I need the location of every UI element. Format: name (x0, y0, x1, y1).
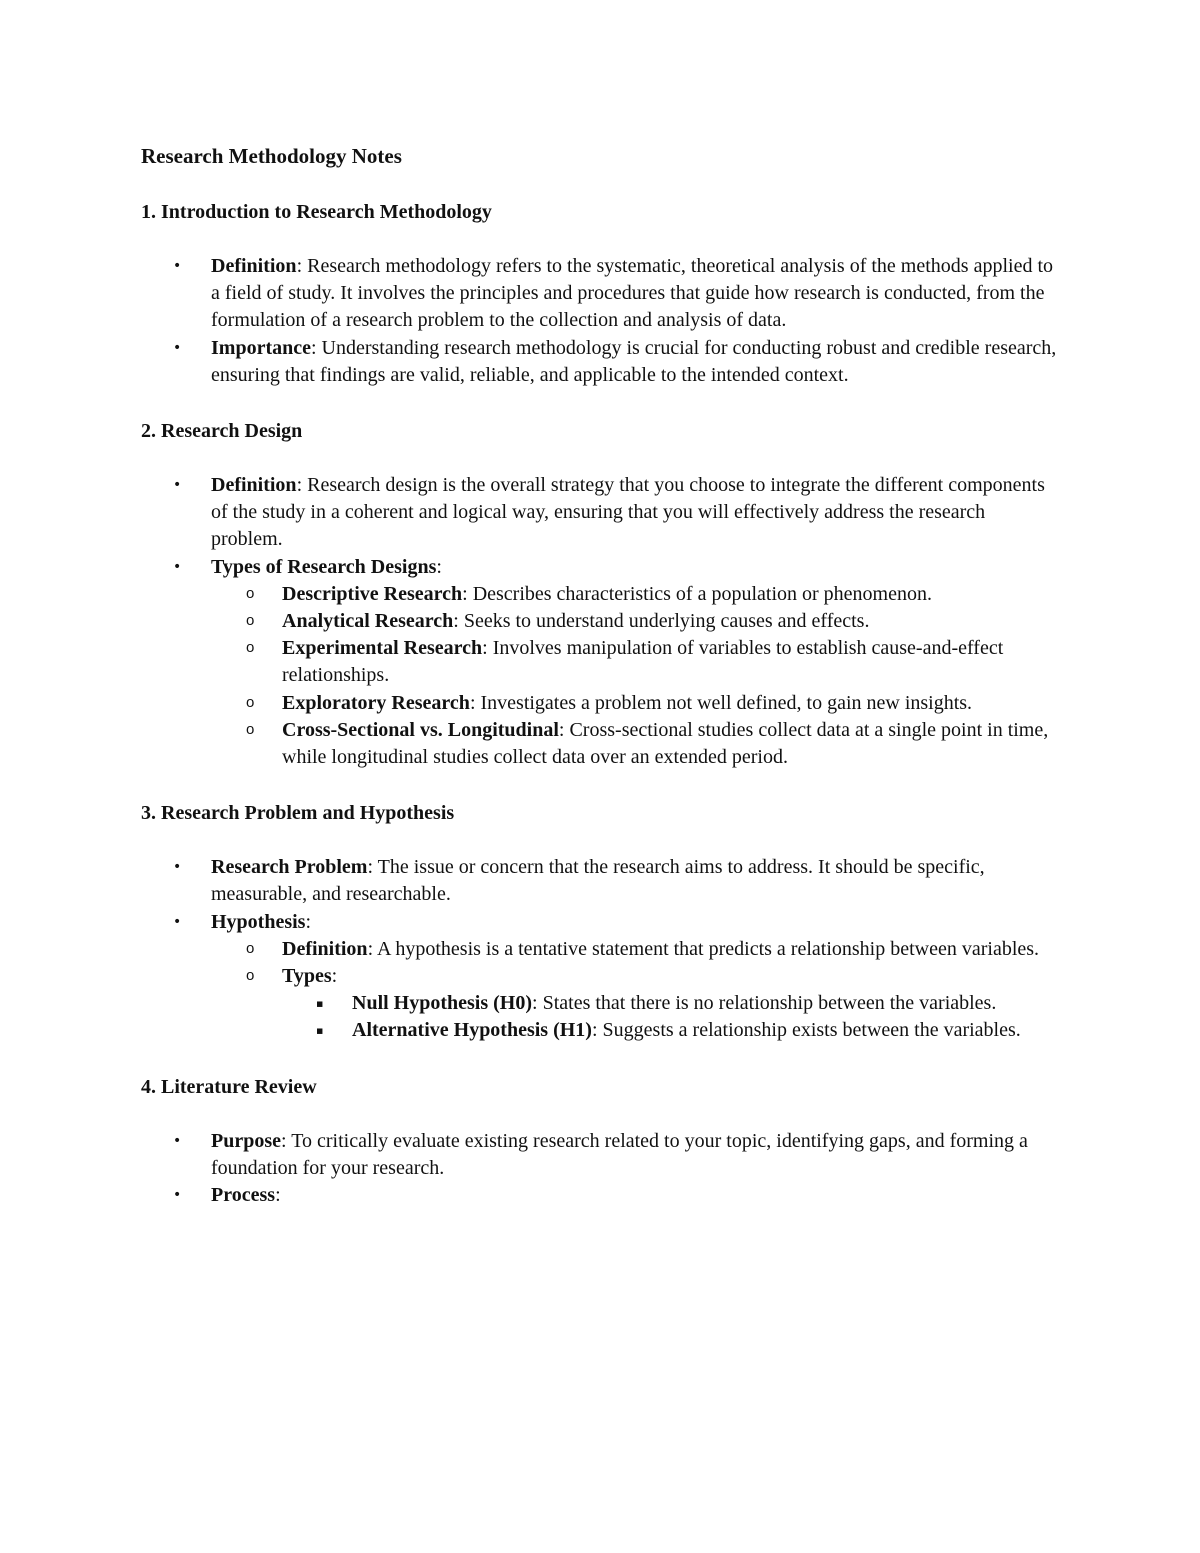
item-term: Definition (211, 474, 297, 497)
item-text: : Research methodology refers to the systematic, theoretical analysis of the methods applied to a field of study. It involves the principles and procedures that guide how research is conducted, from the formulation of a research problem to the collection and analysis of data. (211, 255, 1054, 332)
item-term: Importance (211, 336, 311, 359)
sub-bullet-item (246, 963, 1061, 1045)
bullet-item (173, 1128, 1061, 1182)
section-heading: 4. Literature Review (141, 1075, 317, 1098)
section-heading: 3. Research Problem and Hypothesis (141, 802, 455, 825)
item-term: Definition (211, 255, 297, 277)
sub-bullet-item (246, 635, 1061, 689)
bullet-marker: • (173, 859, 182, 876)
item-term: Hypothesis (211, 910, 306, 933)
item-term: Research Problem (211, 856, 368, 879)
item-term: Analytical Research (282, 610, 454, 633)
item-text: : Cross-sectional studies collect data at a single point in time, while longitudinal studies collect data over an extended period. (282, 718, 1049, 769)
item-term: Descriptive Research (282, 582, 463, 605)
section-4 (141, 1073, 1061, 1210)
item-text: : (331, 965, 338, 988)
item-text: : Involves manipulation of variables to establish cause-and-effect relationships. (282, 637, 1004, 687)
item-text: : Suggests a relationship exists between the variables. (591, 1019, 1021, 1042)
bullet-item (173, 909, 1061, 1045)
bullet-list-level-2 (246, 581, 1061, 771)
sub-sub-bullet-item (316, 990, 1061, 1017)
bullet-marker: o (246, 612, 255, 630)
sub-sub-bullet-item (316, 1017, 1061, 1044)
item-text: : (436, 555, 442, 578)
item-text: : The issue or concern that the research aims to address. It should be specific, measurable, and researchable. (211, 856, 985, 906)
item-term: Purpose (211, 1129, 281, 1152)
bullet-item (173, 854, 1061, 908)
page-title: Research Methodology Notes (141, 144, 402, 168)
bullet-marker: • (173, 1132, 182, 1149)
bullet-marker: o (246, 693, 255, 711)
section-heading: 2. Research Design (141, 420, 303, 443)
bullet-marker: ▪ (316, 997, 324, 1011)
document-body (141, 140, 1061, 1237)
item-term: Cross-Sectional vs. Longitudinal (282, 718, 559, 741)
item-term: Null Hypothesis (H0) (352, 992, 533, 1015)
bullet-marker: o (246, 639, 255, 657)
item-term: Experimental Research (282, 637, 483, 660)
item-text: : Investigates a problem not well defined, to gain new insights. (469, 691, 973, 714)
sub-bullet-item (246, 581, 1061, 608)
bullet-list-level-2 (246, 936, 1061, 1045)
item-text: : (275, 1184, 281, 1207)
bullet-marker: o (246, 584, 255, 602)
bullet-list-level-3 (316, 990, 1061, 1044)
sub-bullet-item (246, 608, 1061, 635)
bullet-marker: o (246, 720, 255, 738)
item-term: Alternative Hypothesis (H1) (352, 1019, 592, 1042)
item-text: : Seeks to understand underlying causes and effects. (453, 610, 870, 633)
bullet-item (173, 335, 1061, 389)
bullet-item (173, 1182, 1061, 1209)
section-3 (141, 799, 1061, 1044)
bullet-list-level-1 (173, 854, 1061, 1044)
bullet-item (173, 472, 1061, 554)
item-text: : To critically evaluate existing research related to your topic, identifying gaps, and forming a foundation for your research. (211, 1129, 1028, 1179)
item-term: Process (211, 1184, 276, 1207)
item-term: Definition (282, 937, 368, 960)
bullet-marker: • (173, 258, 182, 274)
bullet-marker: • (173, 558, 182, 575)
item-text: : Describes characteristics of a population or phenomenon. (462, 582, 932, 605)
bullet-item (173, 554, 1061, 772)
item-text: : Research design is the overall strategy that you choose to integrate the different components of the study in a coherent and logical way, ensuring that you will effectively address the research problem. (211, 474, 1045, 551)
sections-container (141, 198, 1061, 1209)
bullet-list-level-1 (173, 253, 1061, 389)
item-text: : Understanding research methodology is crucial for conducting robust and credible research, ensuring that findings are valid, reliable, and applicable to the intended context. (211, 336, 1057, 386)
bullet-marker: • (173, 1187, 182, 1204)
bullet-marker: • (173, 477, 182, 494)
bullet-marker: o (246, 939, 255, 957)
item-term: Types of Research Designs (211, 555, 437, 578)
section-2 (141, 417, 1061, 771)
item-term: Types (282, 965, 332, 988)
bullet-marker: ▪ (316, 1024, 324, 1038)
bullet-marker: o (246, 967, 255, 985)
section-1 (141, 198, 1061, 389)
item-text: : (305, 910, 312, 933)
sub-bullet-item (246, 690, 1061, 717)
sub-bullet-item (246, 717, 1061, 771)
sub-bullet-item (246, 936, 1061, 963)
bullet-item (173, 253, 1061, 335)
section-heading: 1. Introduction to Research Methodology (141, 201, 492, 223)
bullet-marker: • (173, 339, 182, 356)
item-text: : A hypothesis is a tentative statement that predicts a relationship between variables. (367, 937, 1040, 960)
bullet-list-level-1 (173, 1128, 1061, 1210)
item-text: : States that there is no relationship between the variables. (532, 992, 997, 1015)
bullet-list-level-1 (173, 472, 1061, 771)
item-term: Exploratory Research (282, 691, 470, 714)
bullet-marker: • (173, 913, 182, 930)
